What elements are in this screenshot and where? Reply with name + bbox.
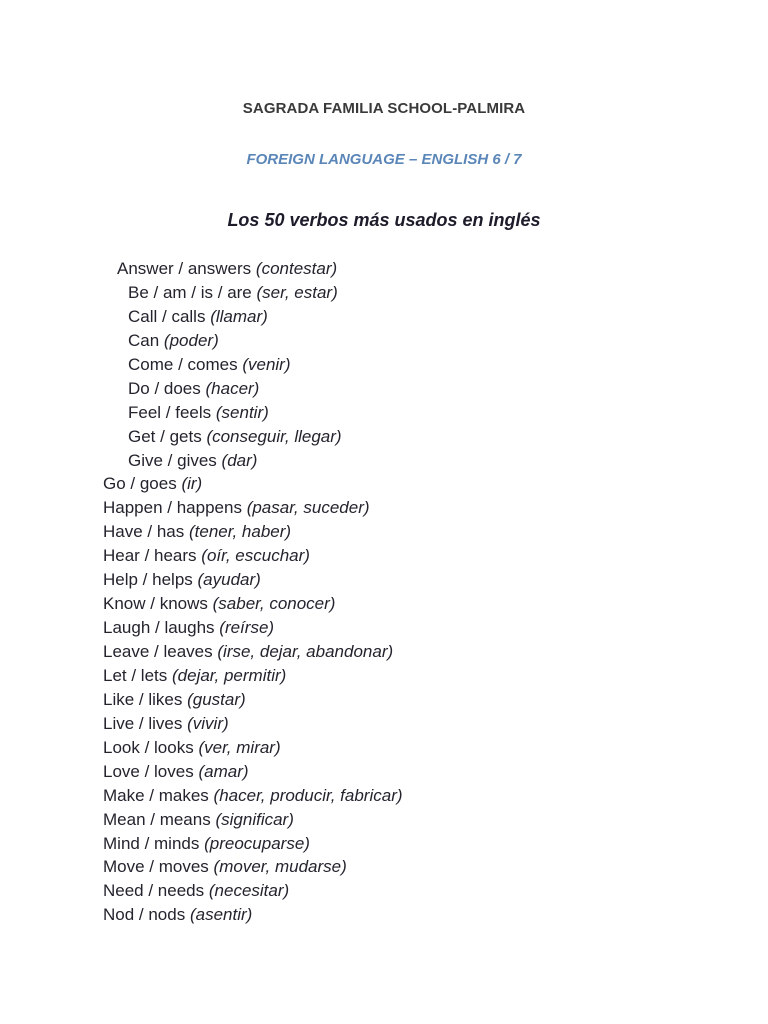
verb-forms: Go / goes	[103, 474, 177, 494]
verb-list-item	[103, 353, 403, 377]
page-heading: Los 50 verbos más usados en inglés	[227, 210, 541, 230]
verb-meaning: (venir)	[242, 354, 291, 374]
verb-forms: Nod / nods	[103, 905, 186, 925]
verb-meaning: (dejar, permitir)	[172, 665, 287, 685]
verb-meaning: (tener, haber)	[189, 522, 292, 542]
verb-list-item	[103, 281, 403, 305]
verb-forms: Feel / feels	[128, 402, 212, 422]
verb-list	[103, 257, 403, 927]
verb-forms: Look / looks	[103, 737, 194, 757]
verb-forms: Leave / leaves	[103, 642, 213, 661]
verb-list-item	[103, 377, 403, 401]
verb-meaning: (poder)	[163, 330, 219, 350]
verb-list-item	[103, 329, 403, 353]
verb-forms: Happen / happens	[103, 498, 242, 518]
verb-list-item	[103, 688, 403, 712]
verb-meaning: (significar)	[215, 809, 294, 829]
verb-list-item	[103, 879, 403, 903]
verb-meaning: (ayudar)	[197, 570, 261, 590]
verb-forms: Have / has	[103, 522, 185, 542]
verb-list-item	[103, 305, 403, 329]
verb-list-item	[103, 640, 403, 664]
verb-list-item	[103, 568, 403, 592]
verb-meaning: (conseguir, llegar)	[206, 426, 342, 446]
verb-forms: Do / does	[128, 378, 201, 398]
verb-list-item	[103, 712, 403, 736]
verb-list-item	[103, 808, 403, 832]
verb-forms: Give / gives	[128, 450, 217, 470]
verb-meaning: (contestar)	[255, 259, 338, 278]
verb-forms: Help / helps	[103, 570, 193, 590]
verb-meaning: (oír, escuchar)	[201, 546, 310, 566]
verb-meaning: (reírse)	[219, 618, 275, 638]
verb-forms: Let / lets	[103, 665, 168, 685]
verb-forms: Be / am / is / are	[128, 282, 252, 302]
verb-meaning: (sentir)	[215, 402, 269, 422]
verb-meaning: (irse, dejar, abandonar)	[217, 642, 394, 661]
verb-list-item	[103, 855, 403, 879]
verb-forms: Live / lives	[103, 713, 183, 733]
verb-meaning: (llamar)	[210, 306, 268, 326]
verb-list-item	[103, 616, 403, 640]
verb-forms: Love / loves	[103, 761, 194, 781]
verb-list-item	[103, 520, 403, 544]
course-title: FOREIGN LANGUAGE – ENGLISH 6 / 7	[246, 151, 522, 168]
verb-meaning: (ir)	[181, 474, 203, 494]
verb-list-item	[103, 257, 403, 281]
verb-meaning: (pasar, suceder)	[246, 498, 370, 518]
verb-forms: Mind / minds	[103, 833, 200, 853]
verb-list-item	[103, 760, 403, 784]
verb-forms: Can	[128, 330, 160, 350]
verb-list-item	[103, 449, 403, 473]
verb-forms: Make / makes	[103, 785, 209, 805]
verb-meaning: (hacer, producir, fabricar)	[213, 785, 403, 805]
verb-meaning: (necesitar)	[208, 881, 290, 901]
verb-forms: Get / gets	[128, 426, 202, 446]
verb-list-item	[103, 425, 403, 449]
verb-meaning: (gustar)	[187, 689, 246, 709]
verb-list-item	[103, 784, 403, 808]
verb-forms: Like / likes	[103, 689, 183, 709]
verb-meaning: (amar)	[198, 761, 249, 781]
verb-forms: Know / knows	[103, 594, 208, 614]
verb-meaning: (asentir)	[189, 905, 253, 925]
verb-meaning: (dar)	[221, 450, 258, 470]
verb-meaning: (saber, conocer)	[212, 594, 336, 614]
verb-meaning: (ser, estar)	[256, 282, 338, 302]
verb-forms: Need / needs	[103, 881, 205, 901]
verb-forms: Answer / answers	[117, 259, 252, 278]
school-name: SAGRADA FAMILIA SCHOOL-PALMIRA	[242, 100, 526, 117]
verb-forms: Move / moves	[103, 857, 209, 877]
verb-list-item	[103, 592, 403, 616]
verb-list-item	[103, 903, 403, 927]
verb-list-item	[103, 664, 403, 688]
verb-list-item	[103, 736, 403, 760]
verb-list-item	[103, 401, 403, 425]
verb-meaning: (preocuparse)	[204, 833, 310, 853]
verb-forms: Mean / means	[103, 809, 211, 829]
verb-list-item	[103, 472, 403, 496]
verb-meaning: (mover, mudarse)	[213, 857, 347, 877]
verb-forms: Hear / hears	[103, 546, 197, 566]
verb-meaning: (hacer)	[205, 378, 260, 398]
verb-meaning: (ver, mirar)	[198, 737, 281, 757]
verb-list-item	[103, 496, 403, 520]
verb-forms: Come / comes	[128, 354, 238, 374]
verb-list-item	[103, 544, 403, 568]
verb-meaning: (vivir)	[187, 713, 229, 733]
verb-forms: Laugh / laughs	[103, 618, 215, 638]
verb-forms: Call / calls	[128, 306, 206, 326]
verb-list-item	[103, 832, 403, 856]
